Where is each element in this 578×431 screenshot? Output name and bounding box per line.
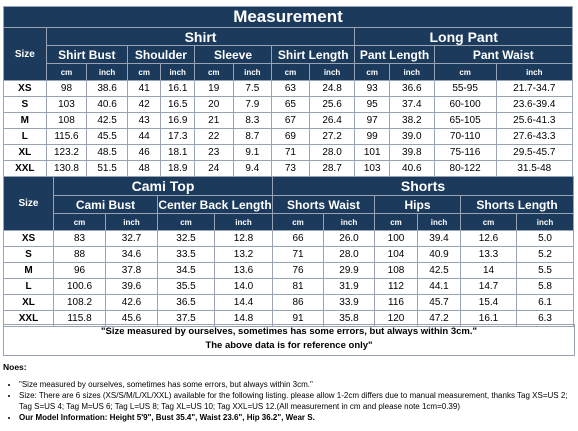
measurement-cell: 44.1 [418, 279, 461, 295]
measurement-cell: 71 [273, 247, 324, 263]
unit-header: inch [161, 64, 195, 81]
measurement-cell: 5.8 [517, 279, 574, 295]
column-header: Shirt Length [272, 46, 355, 64]
measurement-cell: 108 [375, 263, 418, 279]
measurement-cell: 31.9 [324, 279, 375, 295]
measurement-cell: 31.5-48 [496, 161, 572, 177]
table-row [4, 279, 574, 295]
measurement-cell: 28.7 [309, 161, 355, 177]
column-header: Pant Waist [434, 46, 572, 64]
measurement-cell: 45.6 [106, 311, 158, 327]
disclaimer-line: The above data is for reference only" [205, 340, 373, 351]
measurement-cell: 48.5 [87, 145, 128, 161]
measurement-cell: 73 [272, 161, 310, 177]
measurement-cell: 70-110 [434, 129, 496, 145]
measurement-cell: 65-105 [434, 113, 496, 129]
measurement-cell: 100.6 [54, 279, 106, 295]
measurement-cell: 16.1 [461, 311, 517, 327]
measurement-cell: 76 [273, 263, 324, 279]
measurement-cell: 120 [375, 311, 418, 327]
measurement-cell: 13.6 [215, 263, 273, 279]
size-label: XXL [4, 311, 54, 327]
measurement-cell: 80-122 [434, 161, 496, 177]
measurement-cell: 40.6 [389, 161, 434, 177]
measurement-cell: 8.7 [233, 129, 272, 145]
measurement-cell: 65 [272, 97, 310, 113]
measurement-cell: 27.2 [309, 129, 355, 145]
measurement-cell: 116 [375, 295, 418, 311]
measurement-cell: 43 [127, 113, 161, 129]
measurement-cell: 71 [272, 145, 310, 161]
measurement-cell: 36.6 [389, 81, 434, 97]
measurement-cell: 40.9 [418, 247, 461, 263]
size-label: XS [4, 81, 47, 97]
column-header: Shorts Waist [273, 196, 375, 214]
measurement-cell: 39.4 [418, 231, 461, 247]
measurement-cell: 16.1 [161, 81, 195, 97]
measurement-cell: 14 [461, 263, 517, 279]
measurement-cell: 8.3 [233, 113, 272, 129]
measurement-cell: 5.2 [517, 247, 574, 263]
measurement-cell: 5.0 [517, 231, 574, 247]
measurement-cell: 69 [272, 129, 310, 145]
measurement-cell: 26.4 [309, 113, 355, 129]
measurement-cell: 39.0 [389, 129, 434, 145]
measurement-cell: 34.5 [158, 263, 215, 279]
measurement-cell: 16.5 [161, 97, 195, 113]
note-item: • Size: There are 6 sizes (XS/S/M/L/XL/XXL) available for the following listing. please allow 1-2cm differs due to manual measurement, thanks Tag XS=US 2; Tag S=US 4; Tag M=US 6; Tag L=US 8; Tag XL=US 10; Tag XXL=US 12.(All measurement in cm and please note 1cm=0.39) [19, 390, 575, 412]
disclaimer-line: "Size measured by ourselves, sometimes has some errors, but always within 3cm." [101, 326, 477, 337]
measurement-cell: 9.4 [233, 161, 272, 177]
size-label: XS [4, 231, 54, 247]
unit-header: cm [434, 64, 496, 81]
measurement-cell: 28.0 [324, 247, 375, 263]
column-header: Cami Bust [54, 196, 158, 214]
table-row [4, 247, 574, 263]
table-row [4, 161, 573, 177]
measurement-cell: 123.2 [46, 145, 87, 161]
size-column-header: Size [4, 177, 54, 231]
size-label: S [4, 247, 54, 263]
measurement-cell: 13.2 [215, 247, 273, 263]
measurement-cell: 98 [46, 81, 87, 97]
group-header-shirt: Shirt [46, 28, 355, 46]
measurement-cell: 75-116 [434, 145, 496, 161]
measurement-cell: 60-100 [434, 97, 496, 113]
unit-header: inch [324, 214, 375, 231]
measurement-cell: 42.6 [106, 295, 158, 311]
measurement-cell: 28.0 [309, 145, 355, 161]
measurement-cell: 29.9 [324, 263, 375, 279]
size-label: M [4, 263, 54, 279]
unit-header: cm [127, 64, 161, 81]
unit-header: cm [375, 214, 418, 231]
measurement-cell: 24 [194, 161, 233, 177]
measurement-cell: 95 [355, 97, 390, 113]
measurement-cell: 7.9 [233, 97, 272, 113]
measurement-cell: 44 [127, 129, 161, 145]
notes-section [3, 362, 575, 423]
measurement-cell: 20 [194, 97, 233, 113]
measurement-cell: 18.9 [161, 161, 195, 177]
measurement-cell: 81 [273, 279, 324, 295]
size-label: M [4, 113, 47, 129]
unit-header: inch [106, 214, 158, 231]
measurement-cell: 100 [375, 231, 418, 247]
measurement-cell: 41 [127, 81, 161, 97]
measurement-cell: 16.9 [161, 113, 195, 129]
unit-header: cm [273, 214, 324, 231]
measurement-cell: 96 [54, 263, 106, 279]
table-row [4, 81, 573, 97]
measurement-cell: 32.5 [158, 231, 215, 247]
column-header: Shorts Length [461, 196, 574, 214]
measurement-cell: 29.5-45.7 [496, 145, 572, 161]
unit-header: cm [461, 214, 517, 231]
measurement-cell: 12.8 [215, 231, 273, 247]
size-label: L [4, 279, 54, 295]
measurement-cell: 37.4 [389, 97, 434, 113]
table-row [4, 97, 573, 113]
measurement-cell: 47.2 [418, 311, 461, 327]
unit-header: inch [233, 64, 272, 81]
measurement-cell: 39.6 [106, 279, 158, 295]
measurement-cell: 6.1 [517, 295, 574, 311]
measurement-cell: 86 [273, 295, 324, 311]
measurement-cell: 33.5 [158, 247, 215, 263]
measurement-cell: 5.5 [517, 263, 574, 279]
column-header: Pant Length [355, 46, 434, 64]
measurement-cell: 108.2 [54, 295, 106, 311]
measurement-cell: 115.6 [46, 129, 87, 145]
unit-header: cm [272, 64, 310, 81]
measurement-cell: 115.8 [54, 311, 106, 327]
measurement-cell: 103 [46, 97, 87, 113]
measurement-cell: 33.9 [324, 295, 375, 311]
measurement-cell: 40.6 [87, 97, 128, 113]
unit-header: inch [418, 214, 461, 231]
measurement-cell: 42.5 [87, 113, 128, 129]
measurement-cell: 46 [127, 145, 161, 161]
notes-list [3, 379, 575, 423]
unit-header: inch [496, 64, 572, 81]
measurement-cell: 24.8 [309, 81, 355, 97]
table-row [4, 231, 574, 247]
measurement-cell: 6.3 [517, 311, 574, 327]
measurement-cell: 45.7 [418, 295, 461, 311]
measurement-cell: 66 [273, 231, 324, 247]
measurement-cell: 67 [272, 113, 310, 129]
measurement-cell: 12.6 [461, 231, 517, 247]
measurement-cell: 108 [46, 113, 87, 129]
unit-header: cm [194, 64, 233, 81]
group-header-shorts: Shorts [273, 177, 574, 196]
size-label: XL [4, 295, 54, 311]
unit-header: cm [158, 214, 215, 231]
column-header: Shirt Bust [46, 46, 127, 64]
note-item: • Our Model Information: Height 5'9", Bust 35.4", Waist 23.6", Hip 36.2", Wear S. [19, 412, 575, 423]
measurement-cell: 83 [54, 231, 106, 247]
measurement-cell: 23 [194, 145, 233, 161]
measurement-cell: 14.8 [215, 311, 273, 327]
measurement-cell: 51.5 [87, 161, 128, 177]
measurement-cell: 25.6-41.3 [496, 113, 572, 129]
column-header: Center Back Length [158, 197, 272, 212]
measurement-cell: 38.2 [389, 113, 434, 129]
measurement-cell: 15.4 [461, 295, 517, 311]
measurement-cell: 25.6 [309, 97, 355, 113]
measurement-cell: 97 [355, 113, 390, 129]
measurement-cell: 34.6 [106, 247, 158, 263]
unit-header: cm [46, 64, 87, 81]
cami-shorts-table [3, 176, 574, 327]
measurement-cell: 21 [194, 113, 233, 129]
measurement-cell: 101 [355, 145, 390, 161]
measurement-cell: 99 [355, 129, 390, 145]
table-row [4, 145, 573, 161]
measurement-cell: 9.1 [233, 145, 272, 161]
measurement-cell: 130.8 [46, 161, 87, 177]
measurement-cell: 19 [194, 81, 233, 97]
measurement-cell: 48 [127, 161, 161, 177]
column-header: Shoulder [127, 46, 194, 64]
size-label: L [4, 129, 47, 145]
measurement-cell: 93 [355, 81, 390, 97]
measurement-table [3, 6, 573, 177]
measurement-cell: 13.3 [461, 247, 517, 263]
measurement-cell: 7.5 [233, 81, 272, 97]
measurement-cell: 88 [54, 247, 106, 263]
group-header-long-pant: Long Pant [355, 28, 573, 46]
unit-header: inch [517, 214, 574, 231]
table-title: Measurement [4, 7, 573, 28]
column-header: Hips [375, 196, 461, 214]
measurement-cell: 14.4 [215, 295, 273, 311]
table-row [4, 263, 574, 279]
measurement-cell: 37.5 [158, 311, 215, 327]
measurement-cell: 32.7 [106, 231, 158, 247]
unit-header: inch [389, 64, 434, 81]
measurement-cell: 27.6-43.3 [496, 129, 572, 145]
measurement-cell: 35.8 [324, 311, 375, 327]
unit-header: cm [355, 64, 390, 81]
measurement-cell: 21.7-34.7 [496, 81, 572, 97]
note-item: • "Size measured by ourselves, sometimes has some errors, but always within 3cm." [19, 379, 575, 390]
unit-header: inch [309, 64, 355, 81]
measurement-cell: 42.5 [418, 263, 461, 279]
measurement-cell: 37.8 [106, 263, 158, 279]
measurement-cell: 112 [375, 279, 418, 295]
measurement-cell: 104 [375, 247, 418, 263]
size-label: XL [4, 145, 47, 161]
measurement-cell: 22 [194, 129, 233, 145]
measurement-cell: 63 [272, 81, 310, 97]
measurement-cell: 26.0 [324, 231, 375, 247]
measurement-cell: 17.3 [161, 129, 195, 145]
group-header-cami-top: Cami Top [54, 177, 273, 196]
size-label: XXL [4, 161, 47, 177]
measurement-cell: 23.6-39.4 [496, 97, 572, 113]
measurement-cell: 18.1 [161, 145, 195, 161]
measurement-cell: 103 [355, 161, 390, 177]
column-header: Sleeve [194, 46, 271, 64]
unit-header: cm [54, 214, 106, 231]
measurement-cell: 55-95 [434, 81, 496, 97]
measurement-cell: 14.7 [461, 279, 517, 295]
table-row [4, 295, 574, 311]
size-column-header: Size [4, 28, 47, 81]
measurement-cell: 39.8 [389, 145, 434, 161]
unit-header: inch [215, 214, 273, 231]
measurement-cell: 35.5 [158, 279, 215, 295]
measurement-cell: 45.5 [87, 129, 128, 145]
notes-title: Noes: [3, 362, 27, 372]
disclaimer-box [3, 324, 575, 356]
table-row [4, 113, 573, 129]
measurement-cell: 14.0 [215, 279, 273, 295]
unit-header: inch [87, 64, 128, 81]
measurement-cell: 91 [273, 311, 324, 327]
measurement-cell: 38.6 [87, 81, 128, 97]
measurement-cell: 42 [127, 97, 161, 113]
table-row [4, 129, 573, 145]
measurement-cell: 36.5 [158, 295, 215, 311]
size-label: S [4, 97, 47, 113]
